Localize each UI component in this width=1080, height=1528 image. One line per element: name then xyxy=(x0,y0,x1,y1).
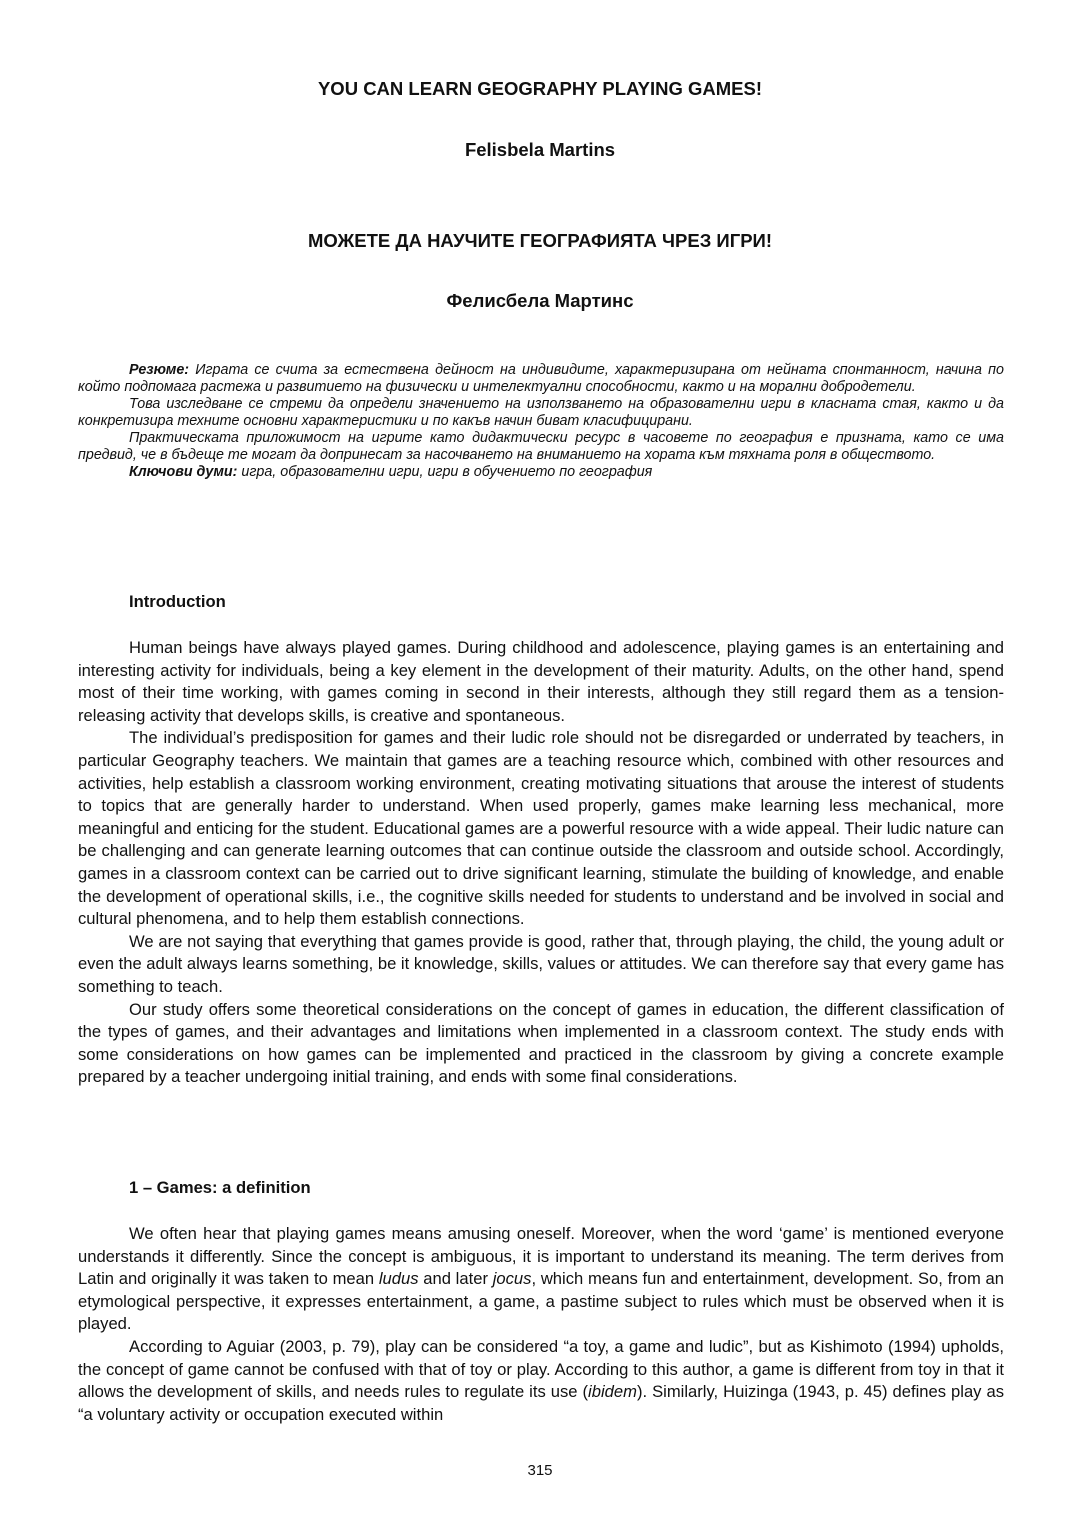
introduction-body xyxy=(78,637,1004,1089)
text-run: According to Aguiar (2003, p. 79), play can be considered “a toy, a game and ludic”, but as Kishimoto (1994) upholds, the concept of game cannot be confused with that of toy or play. According to this author, a game is different from toy in that it allows the development of skills, and needs rules to regulate its use ( xyxy=(78,1336,1004,1402)
text-run: and later xyxy=(418,1269,493,1289)
abstract-paragraph: Това изследване се стреми да определи значението на използването на образователни игри в класната стая, както и да конкретизира техните основни характеристики и по какъв начин биват класифицирани. xyxy=(78,396,1004,429)
body-paragraph: Our study offers some theoretical considerations on the concept of games in education, the different classification of the types of games, and their advantages and limitations when implemented in a classroom context. The study ends with some considerations on how games can be implemented and practiced in the classroom by giving a concrete example prepared by a teacher undergoing initial training, and ends with some final considerations. xyxy=(78,999,1004,1087)
abstract-label: Резюме: xyxy=(129,362,190,378)
text-run: We often hear that playing games means amusing oneself. Moreover, when the word ‘game’ is mentioned everyone understands it differently. Since the concept is ambiguous, it is important to understand its meaning. The term derives from Latin and originally it was taken to mean xyxy=(78,1224,1004,1289)
author-name: Felisbela Martins xyxy=(464,139,616,160)
abstract-paragraph: Практическата приложимост на игрите като дидактически ресурс в часовете по география е призната, като се има предвид, че в бъдеще те могат да допринесат за насочването на вниманието на хората към тяхната роля в обществото. xyxy=(78,430,1004,463)
abstract xyxy=(78,362,1004,481)
body-paragraph xyxy=(78,1336,1004,1426)
section-heading-games-definition: 1 – Games: a definition xyxy=(129,1178,311,1197)
section-heading-introduction: Introduction xyxy=(129,592,226,611)
italic-term-ludus: ludus xyxy=(378,1269,419,1289)
keywords-label: Ключови думи: xyxy=(129,464,238,480)
abstract-paragraph xyxy=(78,362,1004,396)
body-paragraph xyxy=(78,1223,1004,1336)
body-paragraph: The individual’s predisposition for games and their ludic role should not be disregarded or underrated by teachers, in particular Geography teachers. We maintain that games are a teaching resource which, combined with other resources and activities, help establish a classroom working environment, creating motivating situations that arouse the interest of students to topics that are generally harder to understand. When used properly, games make learning less mechanical, more meaningful and enticing for the student. Educational games are a powerful resource with a wide appeal. Their ludic nature can be challenging and can generate learning outcomes that can continue outside the classroom and outside school. Accordingly, games in a classroom context can be carried out to drive significant learning, stimulate the building of knowledge, and enable the development of operational skills, i.e., the cognitive skills needed for students to understand and be involved in social and cultural phenomena, and to help them establish connections. xyxy=(78,728,1004,929)
abstract-text: Играта се счита за естествена дейност на индивидите, характеризирана от нейната спонтанност, начина по който подпомага растежа и развитието на физически и интелектуални способности, както и на морални добродетели. xyxy=(78,362,1004,395)
italic-term-ibidem: ibidem xyxy=(588,1382,637,1402)
author-name-bulgarian: Фелисбела Мартинс xyxy=(446,290,634,311)
paper-title: YOU CAN LEARN GEOGRAPHY PLAYING GAMES! xyxy=(317,78,763,99)
keywords-text: игра, образователни игри, игри в обучението по география xyxy=(237,464,653,480)
paper-title-bulgarian: МОЖЕТЕ ДА НАУЧИТЕ ГЕОГРАФИЯТА ЧРЕЗ ИГРИ! xyxy=(308,230,772,251)
keywords xyxy=(78,464,1004,481)
body-paragraph: We are not saying that everything that games provide is good, rather that, through playing, the child, the young adult or even the adult always learns something, be it knowledge, skills, values or attitudes. We can therefore say that every game has something to teach. xyxy=(78,931,1004,996)
text-run: ). Similarly, Huizinga (1943, p. 45) defines play as “a voluntary activity or occupation executed within xyxy=(78,1382,1004,1424)
section1-body xyxy=(78,1223,1004,1426)
page-number: 315 xyxy=(527,1462,553,1479)
body-paragraph: Human beings have always played games. During childhood and adolescence, playing games is an entertaining and interesting activity for individuals, being a key element in the development of their maturity. Adults, on the other hand, spend most of their time working, with games coming in second in their interests, although they still regard them as a tension-releasing activity that develops skills, is creative and spontaneous. xyxy=(78,638,1004,725)
italic-term-jocus: jocus xyxy=(492,1269,532,1289)
text-run: , which means fun and entertainment, development. So, from an etymological perspective, it expresses entertainment, a game, a pastime subject to rules which must be observed when it is played. xyxy=(78,1269,1004,1334)
